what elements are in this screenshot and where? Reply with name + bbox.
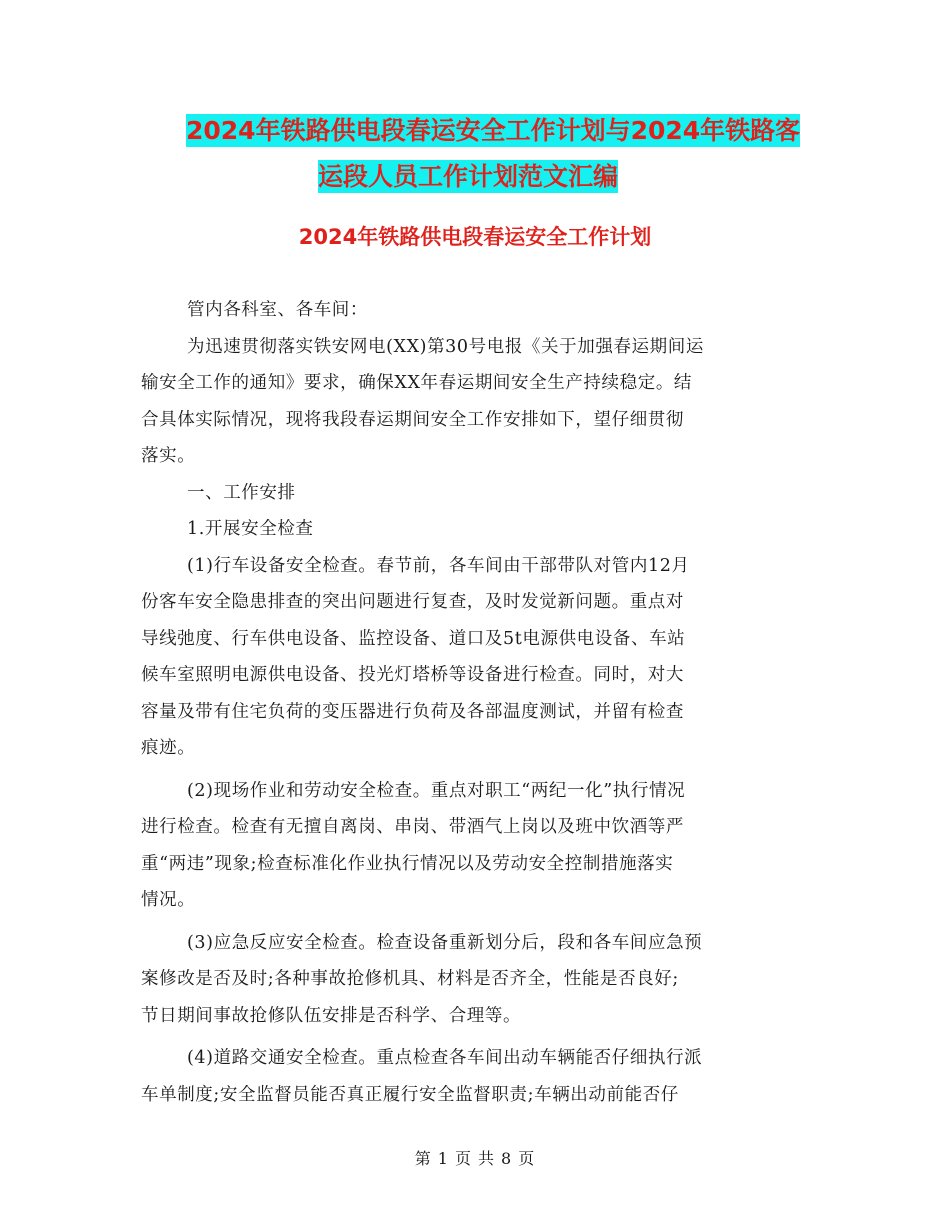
footer-suffix: 页 [518,1149,536,1168]
section-title: 2024年铁路供电段春运安全工作计划 [298,225,652,249]
footer-prefix: 第 [414,1149,432,1168]
body-line: 一、工作安排 [187,482,296,503]
title-line-1: 2024年铁路供电段春运安全工作计划与2024年铁路客 [186,116,801,145]
title-line-2: 运段人员工作计划范文汇编 [318,162,619,191]
body-line: (1)行车设备安全检查。春节前，各车间由干部带队对管内12月 [187,555,690,576]
body-line: (2)现场作业和劳动安全检查。重点对职工“两纪一化”执行情况 [187,780,686,801]
document-title [140,108,840,200]
body-line: 份客车安全隐患排查的突出问题进行复查，及时发觉新问题。重点对 [141,592,684,612]
body-line: 重“两违”现象;检查标准化作业执行情况以及劳动安全控制措施落实 [141,853,674,874]
body-line: 输安全工作的通知》要求，确保XX年春运期间安全生产持续稳定。结 [141,373,693,393]
total-page-count: 8 [501,1149,513,1168]
body-line: 痕迹。 [141,738,196,758]
body-line: 车单制度;安全监督员能否真正履行安全监督职责;车辆出动前能否仔 [141,1084,679,1105]
document-body [141,292,811,1113]
body-line: 情况。 [141,890,196,910]
body-line: 合具体实际情况，现将我段春运期间安全工作安排如下，望仔细贯彻 [141,409,684,430]
body-line: 1.开展安全检查 [187,519,314,539]
body-line: 案修改是否及时;各种事故抢修机具、材料是否齐全，性能是否良好; [141,969,679,989]
footer-page-word: 页 [454,1149,472,1168]
body-line: 为迅速贯彻落实铁安网电(XX)第30号电报《关于加强春运期间运 [187,336,704,357]
body-line: 候车室照明电源供电设备、投光灯塔桥等设备进行检查。同时，对大 [141,665,684,685]
body-line: 进行检查。检查有无擅自离岗、串岗、带酒气上岗以及班中饮酒等严 [141,817,684,837]
body-line: 管内各科室、各车间： [187,300,368,320]
body-line: (4)道路交通安全检查。重点检查各车间出动车辆能否仔细执行派 [187,1048,703,1068]
body-line: (3)应急反应安全检查。检查设备重新划分后，段和各车间应急预 [187,932,703,953]
body-line: 导线弛度、行车供电设备、监控设备、道口及5t电源供电设备、车站 [141,628,686,649]
body-line: 落实。 [141,446,196,466]
page-footer [0,1146,950,1169]
current-page-number: 1 [437,1149,449,1168]
body-line: 容量及带有住宅负荷的变压器进行负荷及各部温度测试，并留有检查 [141,701,684,722]
footer-total-word: 共 [478,1149,496,1168]
body-line: 节日期间事故抢修队伍安排是否科学、合理等。 [141,1005,522,1026]
